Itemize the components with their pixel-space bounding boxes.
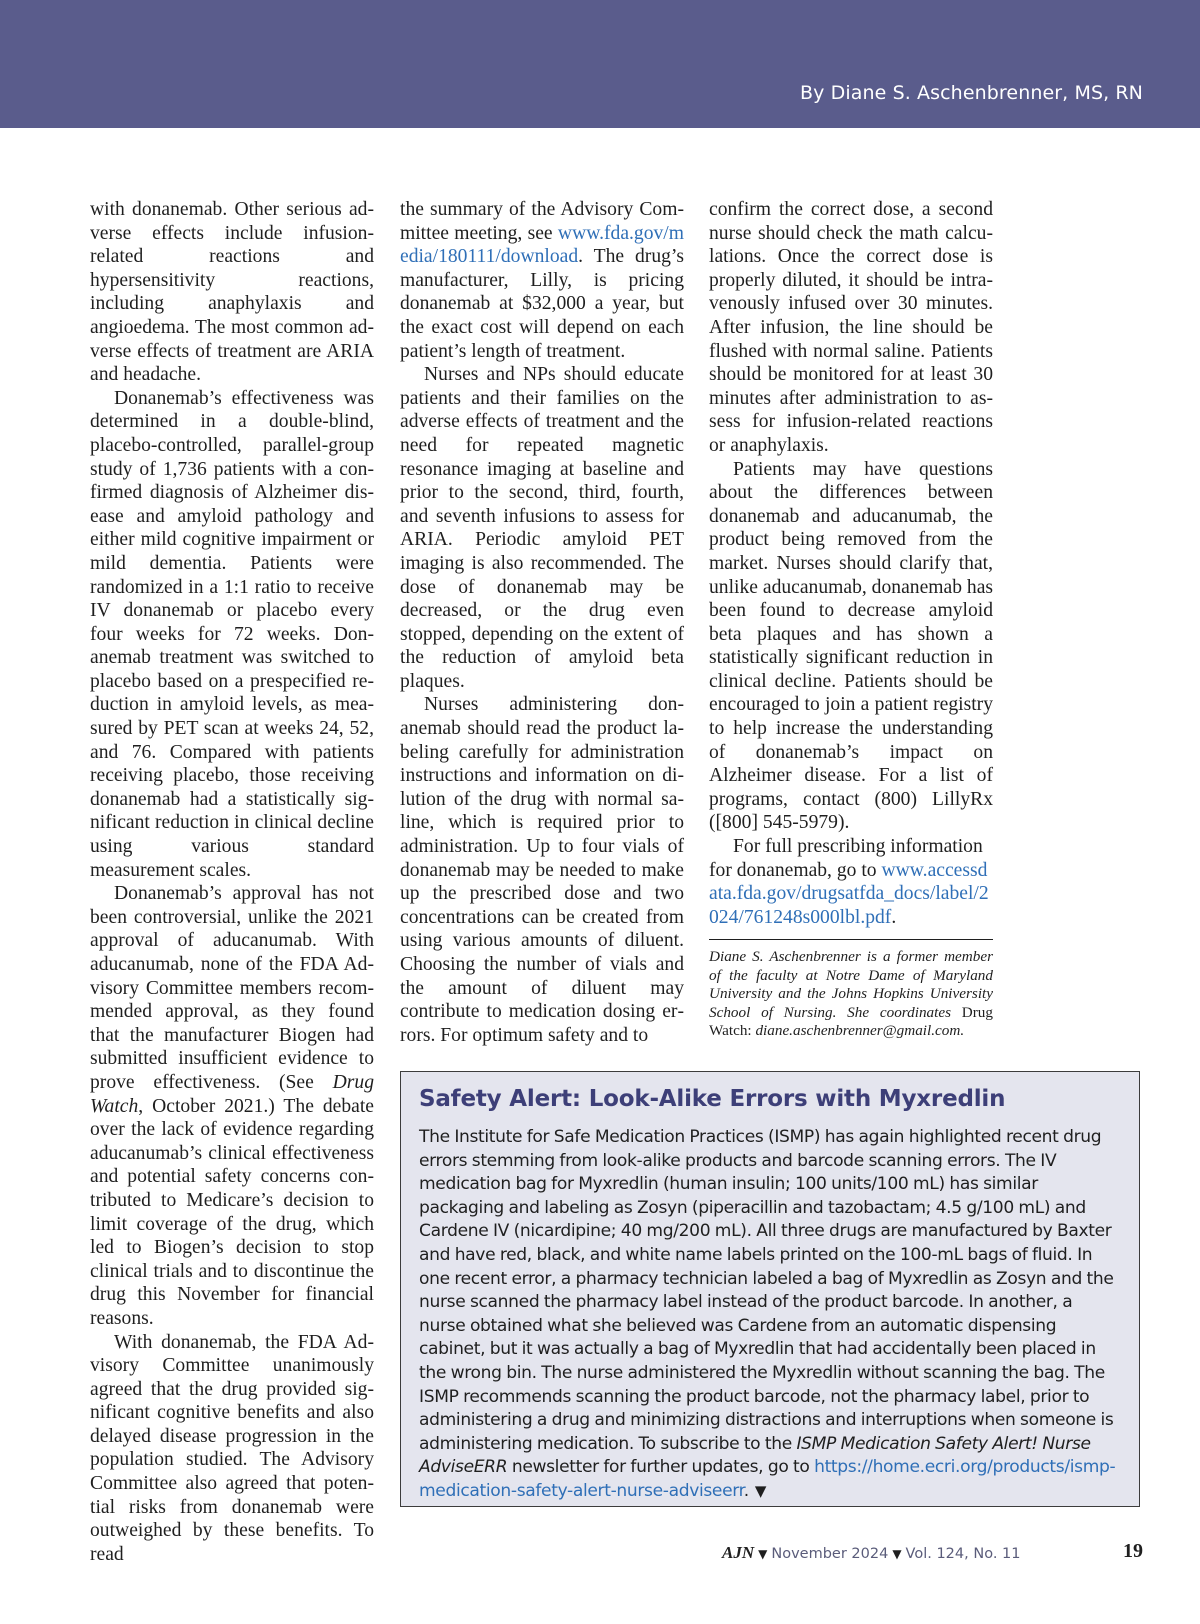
paragraph: Nurses and NPs should educate patients and their families on the adverse effects of treatment and the need for repeated magnetic resonance imaging at baseline and prior to the second, third, fourth, and seventh infusions to assess for ARIA. Periodic amyloid PET imaging is also recommended. The dose of donanemab may be decreased, or the drug even stopped, depending on the extent of the reduction of amyloid beta plaques. (400, 364, 684, 692)
safety-alert-box (400, 1071, 1140, 1507)
safety-alert-body (419, 1126, 1119, 1504)
paragraph: With donanemab, the FDA Advisory Committee unanimously agreed that the drug provided significant cognitive benefits and also delayed disease progression in the population studied. The Advisory Committee also agreed that potential risks from donanemab were outweighed by these benefits. To read (90, 1331, 374, 1565)
byline: By Diane S. Aschenbrenner, MS, RN (800, 82, 1143, 104)
bio-divider (709, 939, 993, 940)
bio-text: Diane S. Aschenbrenner is a former member of the faculty at Notre Dame of Maryland University and the Johns Hopkins University School of Nursing. She coordinates (709, 948, 993, 1021)
triangle-separator-icon: ▼ (892, 1547, 902, 1561)
page-number: 19 (1123, 1540, 1143, 1562)
header-band (0, 0, 1200, 128)
author-email: diane.aschenbrenner@gmail.com. (751, 1022, 965, 1040)
paragraph (90, 882, 374, 1330)
page-footer (722, 1543, 1021, 1563)
paragraph-text: the summary of the Advisory Committee meeting, see (400, 199, 684, 244)
alert-text: newsletter for further updates, go to (507, 1457, 815, 1478)
magazine-section-title: Drug Watch (90, 1071, 374, 1117)
bio-text: Drug Watch: (709, 1003, 993, 1040)
paragraph (709, 835, 993, 929)
paragraph-text: For full prescribing information for donanemab, go to (709, 836, 983, 881)
newsletter-title: ISMP Medication Safety Alert! Nurse AdviseERR (419, 1433, 1091, 1478)
author-bio (709, 948, 993, 1040)
alert-text: . (743, 1480, 749, 1501)
journal-name: AJN (722, 1543, 755, 1562)
issue-date: November 2024 (771, 1546, 889, 1562)
article-column-3 (709, 198, 993, 1040)
paragraph: Patients may have questions about the differences between donanemab and aducanumab, the product being removed from the market. Nurses should clarify that, unlike aducanumab, donanemab has been found to decrease amyloid beta plaques and has shown a statistically significant reduction in clinical decline. Patients should be encouraged to join a patient registry to help increase the understanding of donanemab’s impact on Alzheimer disease. For a list of programs, contact (800) LillyRx ([800] 545-5979). (709, 458, 994, 834)
end-of-article-icon: ▼ (754, 1481, 767, 1500)
article-column-2 (400, 198, 684, 1047)
paragraph-text: , October 2021.) The debate over the lack of evidence regarding aducanumab’s clinical effectiveness and potential safety concerns contributed to Medicare’s decision to limit coverage of the drug, which led to Biogen’s decision to stop clinical trials and to discontinue the drug this November for financial reasons. (90, 1095, 374, 1329)
paragraph-text: Donanemab’s approval has not been controversial, unlike the 2021 approval of aducanumab. With aducanumab, none of the FDA Advisory Committee members recommended approval, as they found that the manufacturer Biogen had submitted insufficient evidence to prove effectiveness. (See (90, 883, 374, 1093)
paragraph (400, 198, 684, 363)
volume-info: Vol. 124, No. 11 (905, 1546, 1021, 1562)
triangle-separator-icon: ▼ (758, 1547, 768, 1561)
paragraph: with donanemab. Other serious adverse effects include infusion-related reactions and hypersensitivity reactions, including anaphylaxis and angioedema. The most common adverse effects of treatment are ARIA and headache. (90, 199, 374, 386)
prescribing-info-link[interactable]: www.accessdata.fda.gov/drugsatfda_docs/label/2024/761248s000lbl.pdf (709, 859, 989, 928)
paragraph: Donanemab’s effectiveness was determined in a double-blind, placebo-controlled, parallel-group study of 1,736 patients with a confirmed diagnosis of Alzheimer disease and amyloid pathology and either mild cognitive impairment or mild dementia. Patients were randomized in a 1:1 ratio to receive IV donanemab or placebo every four weeks for 72 weeks. Donanemab treatment was switched to placebo based on a prespecified reduction in amyloid levels, as measured by PET scan at weeks 24, 52, and 76. Compared with patients receiving placebo, those receiving donanemab had a statistically significant reduction in clinical decline using various standard measurement scales. (90, 387, 374, 881)
article-column-1 (90, 198, 374, 1566)
paragraph: Nurses administering donanemab should read the product labeling carefully for administration instructions and information on dilution of the drug with normal saline, which is required prior to administration. Up to four vials of donanemab may be needed to make up the prescribed dose and two concentrations can be created from using various amounts of diluent. Choosing the number of vials and the amount of diluent may contribute to medication dosing errors. For optimum safety and to (400, 694, 684, 1046)
safety-alert-title: Safety Alert: Look-Alike Errors with Myxredlin (419, 1086, 1006, 1112)
paragraph-text: . (891, 906, 897, 928)
fda-summary-link[interactable]: www.fda.gov/media/180111/download (400, 222, 684, 268)
alert-text: The Institute for Safe Medication Practices (ISMP) has again highlighted recent drug errors stemming from look-alike products and barcode scanning errors. The IV medication bag for Myxredlin (human insulin; 100 units/100 mL) has similar packaging and labeling as Zosyn (piperacillin and tazobactam; 4.5 g/100 mL) and Cardene IV (nicardipine; 40 mg/200 mL). All three drugs are manufactured by Baxter and have red, black, and white name labels printed on the 100-mL bags of fluid. In one recent error, a pharmacy technician labeled a bag of Myxredlin as Zosyn and the nurse scanned the pharmacy label instead of the product barcode. In another, a nurse obtained what she believed was Cardene from an automatic dispensing cabinet, but it was actually a bag of Myxredlin that had accidentally been placed in the wrong bin. The nurse administered the Myxredlin without scanning the bag. The ISMP recommends scanning the product barcode, not the pharmacy label, prior to administering a drug and minimizing distractions and interruptions when someone is administering medication. To subscribe to the (419, 1127, 1114, 1454)
ismp-subscribe-link[interactable]: https://home.ecri.org/products/ismp-medication-safety-alert-nurse-adviseerr (419, 1457, 1116, 1501)
paragraph: confirm the correct dose, a second nurse should check the math calculations. Once the correct dose is properly diluted, it should be intravenously infused over 30 minutes. After infusion, the line should be flushed with normal saline. Patients should be monitored for at least 30 minutes after administration to assess for infusion-related reactions or anaphylaxis. (709, 199, 993, 456)
paragraph-text: . The drug’s manufacturer, Lilly, is pricing donanemab at $32,000 a year, but the exact cost will depend on each patient’s length of treatment. (400, 246, 684, 362)
